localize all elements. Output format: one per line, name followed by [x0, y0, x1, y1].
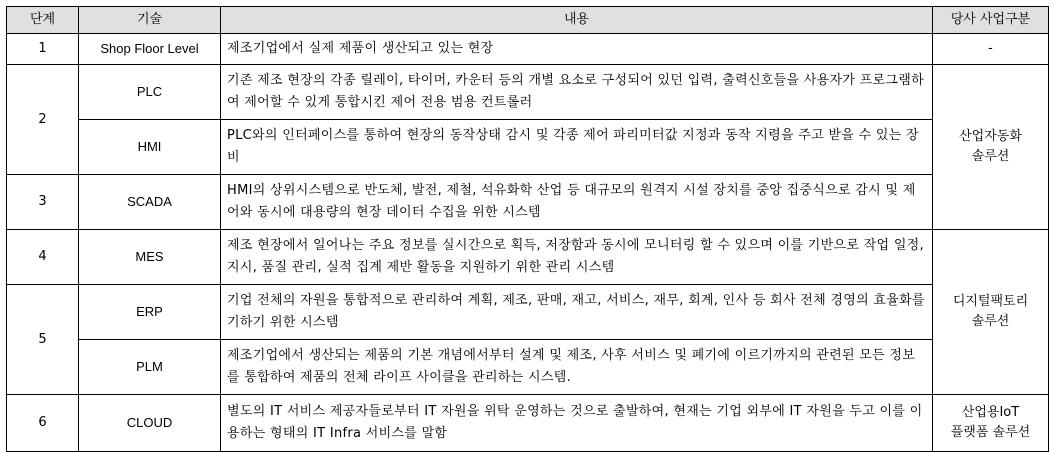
- biz-cell-iot: [933, 395, 1049, 452]
- tech-cell: PLC: [79, 65, 221, 120]
- biz-cell-digital-factory: [933, 230, 1049, 395]
- table-row: [7, 175, 1049, 230]
- desc-cell: 제조기업에서 생산되는 제품의 기본 개념에서부터 설계 및 제조, 사후 서비스 및 폐기에 이르기까지의 관련된 모든 정보를 통합하여 제품의 전체 라이프 사이클을 관리하는 시스템.: [221, 340, 933, 395]
- biz-line: 솔루션: [971, 314, 1010, 329]
- desc-cell: 제조기업에서 실제 제품이 생산되고 있는 현장: [221, 34, 933, 65]
- technology-table: [6, 6, 1049, 452]
- tech-cell: SCADA: [79, 175, 221, 230]
- desc-cell: PLC와의 인터페이스를 통하여 현장의 동작상태 감시 및 각종 제어 파리미터값 지정과 동작 지령을 주고 받을 수 있는 장비: [221, 120, 933, 175]
- table-row: [7, 340, 1049, 395]
- desc-cell: 기업 전체의 자원을 통합적으로 관리하여 계획, 제조, 판매, 재고, 서비스, 재무, 회계, 인사 등 회사 전체 경영의 효율화를 기하기 위한 시스템: [221, 285, 933, 340]
- biz-line: 산업자동화: [959, 129, 1022, 144]
- desc-cell: 별도의 IT 서비스 제공자들로부터 IT 자원을 위탁 운영하는 것으로 출발하여, 현재는 기업 외부에 IT 자원을 두고 이를 이용하는 형태의 IT Infra 서비스를 말함: [221, 395, 933, 452]
- step-cell: 4: [7, 230, 79, 285]
- table-row: [7, 65, 1049, 120]
- table-row: [7, 230, 1049, 285]
- header-tech: 기술: [79, 7, 221, 34]
- tech-cell: Shop Floor Level: [79, 34, 221, 65]
- step-cell: 2: [7, 65, 79, 175]
- biz-cell-automation: [933, 65, 1049, 230]
- desc-cell: 제조 현장에서 일어나는 주요 정보를 실시간으로 획득, 저장함과 동시에 모니터링 할 수 있으며 이를 기반으로 작업 일정, 지시, 품질 관리, 실적 집계 제반 활동을 지원하기 위한 관리 시스템: [221, 230, 933, 285]
- tech-cell: ERP: [79, 285, 221, 340]
- biz-line: 솔루션: [971, 149, 1010, 164]
- desc-cell: 기존 제조 현장의 각종 릴레이, 타이머, 카운터 등의 개별 요소로 구성되어 있던 입력, 출력신호들을 사용자가 프로그램하여 제어할 수 있게 통합시킨 제어 전용 범용 컨트롤러: [221, 65, 933, 120]
- step-cell: 1: [7, 34, 79, 65]
- step-cell: 3: [7, 175, 79, 230]
- tech-cell: MES: [79, 230, 221, 285]
- table-row: [7, 285, 1049, 340]
- biz-line: 플랫폼 솔루션: [950, 425, 1031, 440]
- table-row: [7, 120, 1049, 175]
- header-biz: 당사 사업구분: [933, 7, 1049, 34]
- tech-cell: HMI: [79, 120, 221, 175]
- tech-cell: PLM: [79, 340, 221, 395]
- desc-cell: HMI의 상위시스템으로 반도체, 발전, 제철, 석유화학 산업 등 대규모의 원격지 시설 장치를 중앙 집중식으로 감시 및 제어와 동시에 대용량의 현장 데이터 수집을 위한 시스템: [221, 175, 933, 230]
- header-desc: 내용: [221, 7, 933, 34]
- table-row: [7, 34, 1049, 65]
- biz-line: 디지털팩토리: [952, 294, 1029, 309]
- header-step: 단계: [7, 7, 79, 34]
- step-cell: 6: [7, 395, 79, 452]
- biz-line: 산업용IoT: [961, 405, 1020, 420]
- step-cell: 5: [7, 285, 79, 395]
- table-row: [7, 395, 1049, 452]
- table-header-row: [7, 7, 1049, 34]
- biz-cell: -: [933, 34, 1049, 65]
- tech-cell: CLOUD: [79, 395, 221, 452]
